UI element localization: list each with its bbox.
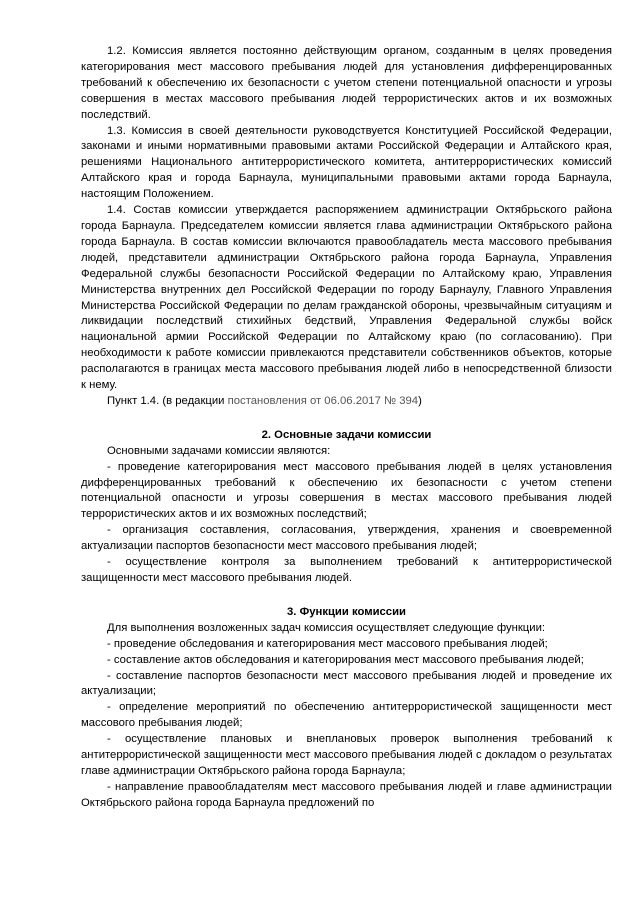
amendment-note [81,394,612,410]
section-3-item: - направление правообладателям мест массового пребывания людей и главе администрации Октябрьского района города Барнаула предложений по [81,780,612,809]
section-3-item: - определение мероприятий по обеспечению антитеррористической защищенности мест массового пребывания людей; [81,701,612,730]
section-3-item: - осуществление плановых и внеплановых проверок выполнения требований к антитеррористической защищенности мест массового пребывания людей с докладом о результатах главе администрации Октябрьского района города Барнаула; [81,733,612,777]
paragraph-1-3: 1.3. Комиссия в своей деятельности руководствуется Конституцией Российской Федерации, законами и иными нормативными правовыми актами Российской Федерации и Алтайского края, решениями Национального антитеррористического комитета, антитеррористических комиссий Алтайского края и города Барнаула, муниципальными правовыми актами города Барнаула, настоящим Положением. [81,124,612,201]
section-2-heading: 2. Основные задачи комиссии [261,428,432,441]
paragraph-1-2: 1.2. Комиссия является постоянно действующим органом, созданным в целях проведения категорирования мест массового пребывания людей для установления дифференцированных требований к обеспечению их безопасности с учетом степени потенциальной опасности и угрозы совершения в местах массового пребывания людей террористических актов и их возможных последствий. [81,45,612,121]
section-2-intro: Основными задачами комиссии являются: [107,444,331,457]
section-3-intro: Для выполнения возложенных задач комиссия осуществляет следующие функции: [107,621,546,634]
section-2-item: - осуществление контроля за выполнением требований к антитеррористической защищенности мест массового пребывания людей. [81,556,612,584]
section-3-item: - составление актов обследования и категорирования мест массового пребывания людей; [107,653,584,666]
amendment-suffix: ) [418,394,422,407]
section-3-item: - составление паспортов безопасности мест массового пребывания людей и проведение их актуализации; [81,669,612,698]
section-3-item: - проведение обследования и категорирования мест массового пребывания людей; [107,637,548,650]
paragraph-1-4: 1.4. Состав комиссии утверждается распоряжением администрации Октябрьского района города Барнаула. Председателем комиссии является глава администрации Октябрьского района города Барнаула. В состав комиссии включаются правообладатель места массового пребывания людей, представители администрации Октябрьского района города Барнаула, Управления Федеральной службы безопасности Российской Федерации по Алтайскому краю, Управления Министерства внутренних дел Российской Федерации по городу Барнаулу, Главного Управления Министерства Российской Федерации по делам гражданской обороны, чрезвычайным ситуациям и ликвидации последствий стихийных бедствий, Управления Федеральной службы войск национальной армии Российской Федерации по Алтайскому краю (по согласованию). При необходимости к работе комиссии привлекаются представители собственников объектов, которые располагаются в границах места массового пребывания людей либо в непосредственной близости к нему. [81,204,612,392]
section-2-item: - организация составления, согласования, утверждения, хранения и своевременной актуализации паспортов безопасности мест массового пребывания людей; [81,524,612,553]
amendment-link[interactable]: постановления от 06.06.2017 № 394 [227,394,419,407]
section-2-item: - проведение категорирования мест массового пребывания людей в целях установления дифференцированных требований к обеспечению их безопасности с учетом степени потенциальной опасности и угрозы совершения в местах массового пребывания людей террористических актов и их возможных последствий; [81,460,612,521]
document-page [81,44,612,812]
section-3-heading: 3. Функции комиссии [287,605,406,618]
amendment-prefix: Пункт 1.4. (в редакции [107,394,228,407]
